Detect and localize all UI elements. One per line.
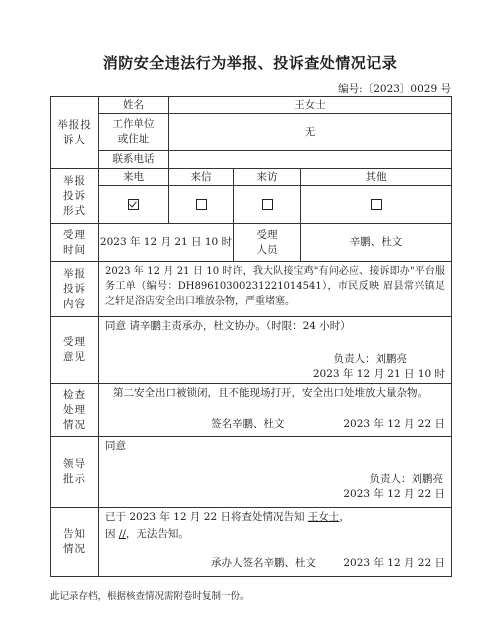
inspection-signer: 签名辛鹏、杜文: [211, 418, 285, 430]
notify-cell: [99, 508, 452, 577]
notify-signer: 承办人签名辛鹏、杜文: [211, 557, 316, 569]
form-type-label: 举报 投诉 形式: [51, 169, 99, 224]
document-title: 消防安全违法行为举报、投诉查处情况记录: [102, 54, 398, 72]
option-visit-label: 来访: [234, 169, 301, 186]
option-phone-label: 来电: [99, 169, 169, 186]
approval-label: 领导 批示: [51, 437, 99, 508]
notify-line1: 已于 2023 年 12 月 22 日将查处情况告知 王女士，: [105, 511, 350, 523]
content-label: 举报 投诉 内容: [51, 262, 99, 317]
inspection-signature-row: [99, 417, 451, 432]
option-letter-label: 来信: [169, 169, 234, 186]
other-checkbox[interactable]: [371, 199, 382, 210]
notify-reason: //: [118, 528, 126, 540]
approval-signer: 负责人：刘鹏亮: [369, 473, 444, 485]
receipt-time-label: 受理 时间: [51, 224, 99, 262]
option-other-cell: [301, 186, 452, 224]
inspection-cell: [99, 384, 452, 437]
notify-signature-row: [99, 556, 451, 571]
option-other-label: 其他: [301, 169, 452, 186]
receipt-staff-value: 辛鹏、杜文: [301, 224, 452, 262]
document-number: 编号:〔2023〕0029 号: [338, 83, 451, 95]
inspection-date: 2023 年 12 月 22 日: [343, 418, 446, 430]
approval-cell: [99, 437, 452, 508]
option-letter-cell: [169, 186, 234, 224]
name-value: 王女士: [169, 97, 452, 114]
inspection-text: 第二安全出口被锁闭，且不能现场打开，安全出口处堆放大量杂物。: [113, 387, 428, 399]
option-visit-cell: [234, 186, 301, 224]
phone-checkbox[interactable]: [128, 199, 139, 210]
name-label: 姓名: [99, 97, 169, 114]
letter-checkbox[interactable]: [196, 199, 207, 210]
content-text: 2023 年 12 月 21 日 10 时许，我大队接宝鸡"有问必应、接诉即办"平台服务工单（编号：DH89610300231221014541），市民反映 眉县常兴镇足之轩足浴店安全出口堆放杂物，严重堵塞。: [105, 266, 446, 307]
workplace-value: 无: [169, 114, 452, 151]
notify-line2: 因 //，无法告知。: [105, 528, 189, 540]
record-form-table: [50, 96, 452, 577]
footnote: 此记录存档，根据核查情况需附卷时复制一份。: [50, 591, 250, 602]
opinion-signer: 负责人：刘鹏亮: [333, 353, 408, 365]
approval-date: 2023 年 12 月 22 日: [343, 488, 446, 500]
visit-checkbox[interactable]: [262, 199, 273, 210]
phone-label: 联系电话: [99, 151, 169, 169]
opinion-label: 受理 意见: [51, 317, 99, 384]
phone-value: [169, 151, 452, 169]
receipt-time-value: 2023 年 12 月 21 日 10 时: [99, 224, 234, 262]
content-cell: [99, 262, 452, 317]
option-phone-cell: [99, 186, 169, 224]
notify-label: 告知 情况: [51, 508, 99, 577]
approval-text: 同意: [105, 440, 126, 452]
opinion-date: 2023 年 12 月 21 日 10 时: [312, 368, 446, 380]
opinion-cell: [99, 317, 452, 384]
notify-date: 2023 年 12 月 22 日: [343, 557, 446, 569]
complainant-section-label: 举报投 诉人: [51, 97, 99, 169]
workplace-label: 工作单位 或住址: [99, 114, 169, 151]
inspection-label: 检查 处理 情况: [51, 384, 99, 437]
receipt-staff-label: 受理 人员: [234, 224, 301, 262]
notify-recipient: 王女士: [307, 511, 340, 523]
opinion-text: 同意 请辛鹏主责承办，杜文协办。（时限：24 小时）: [105, 320, 351, 332]
